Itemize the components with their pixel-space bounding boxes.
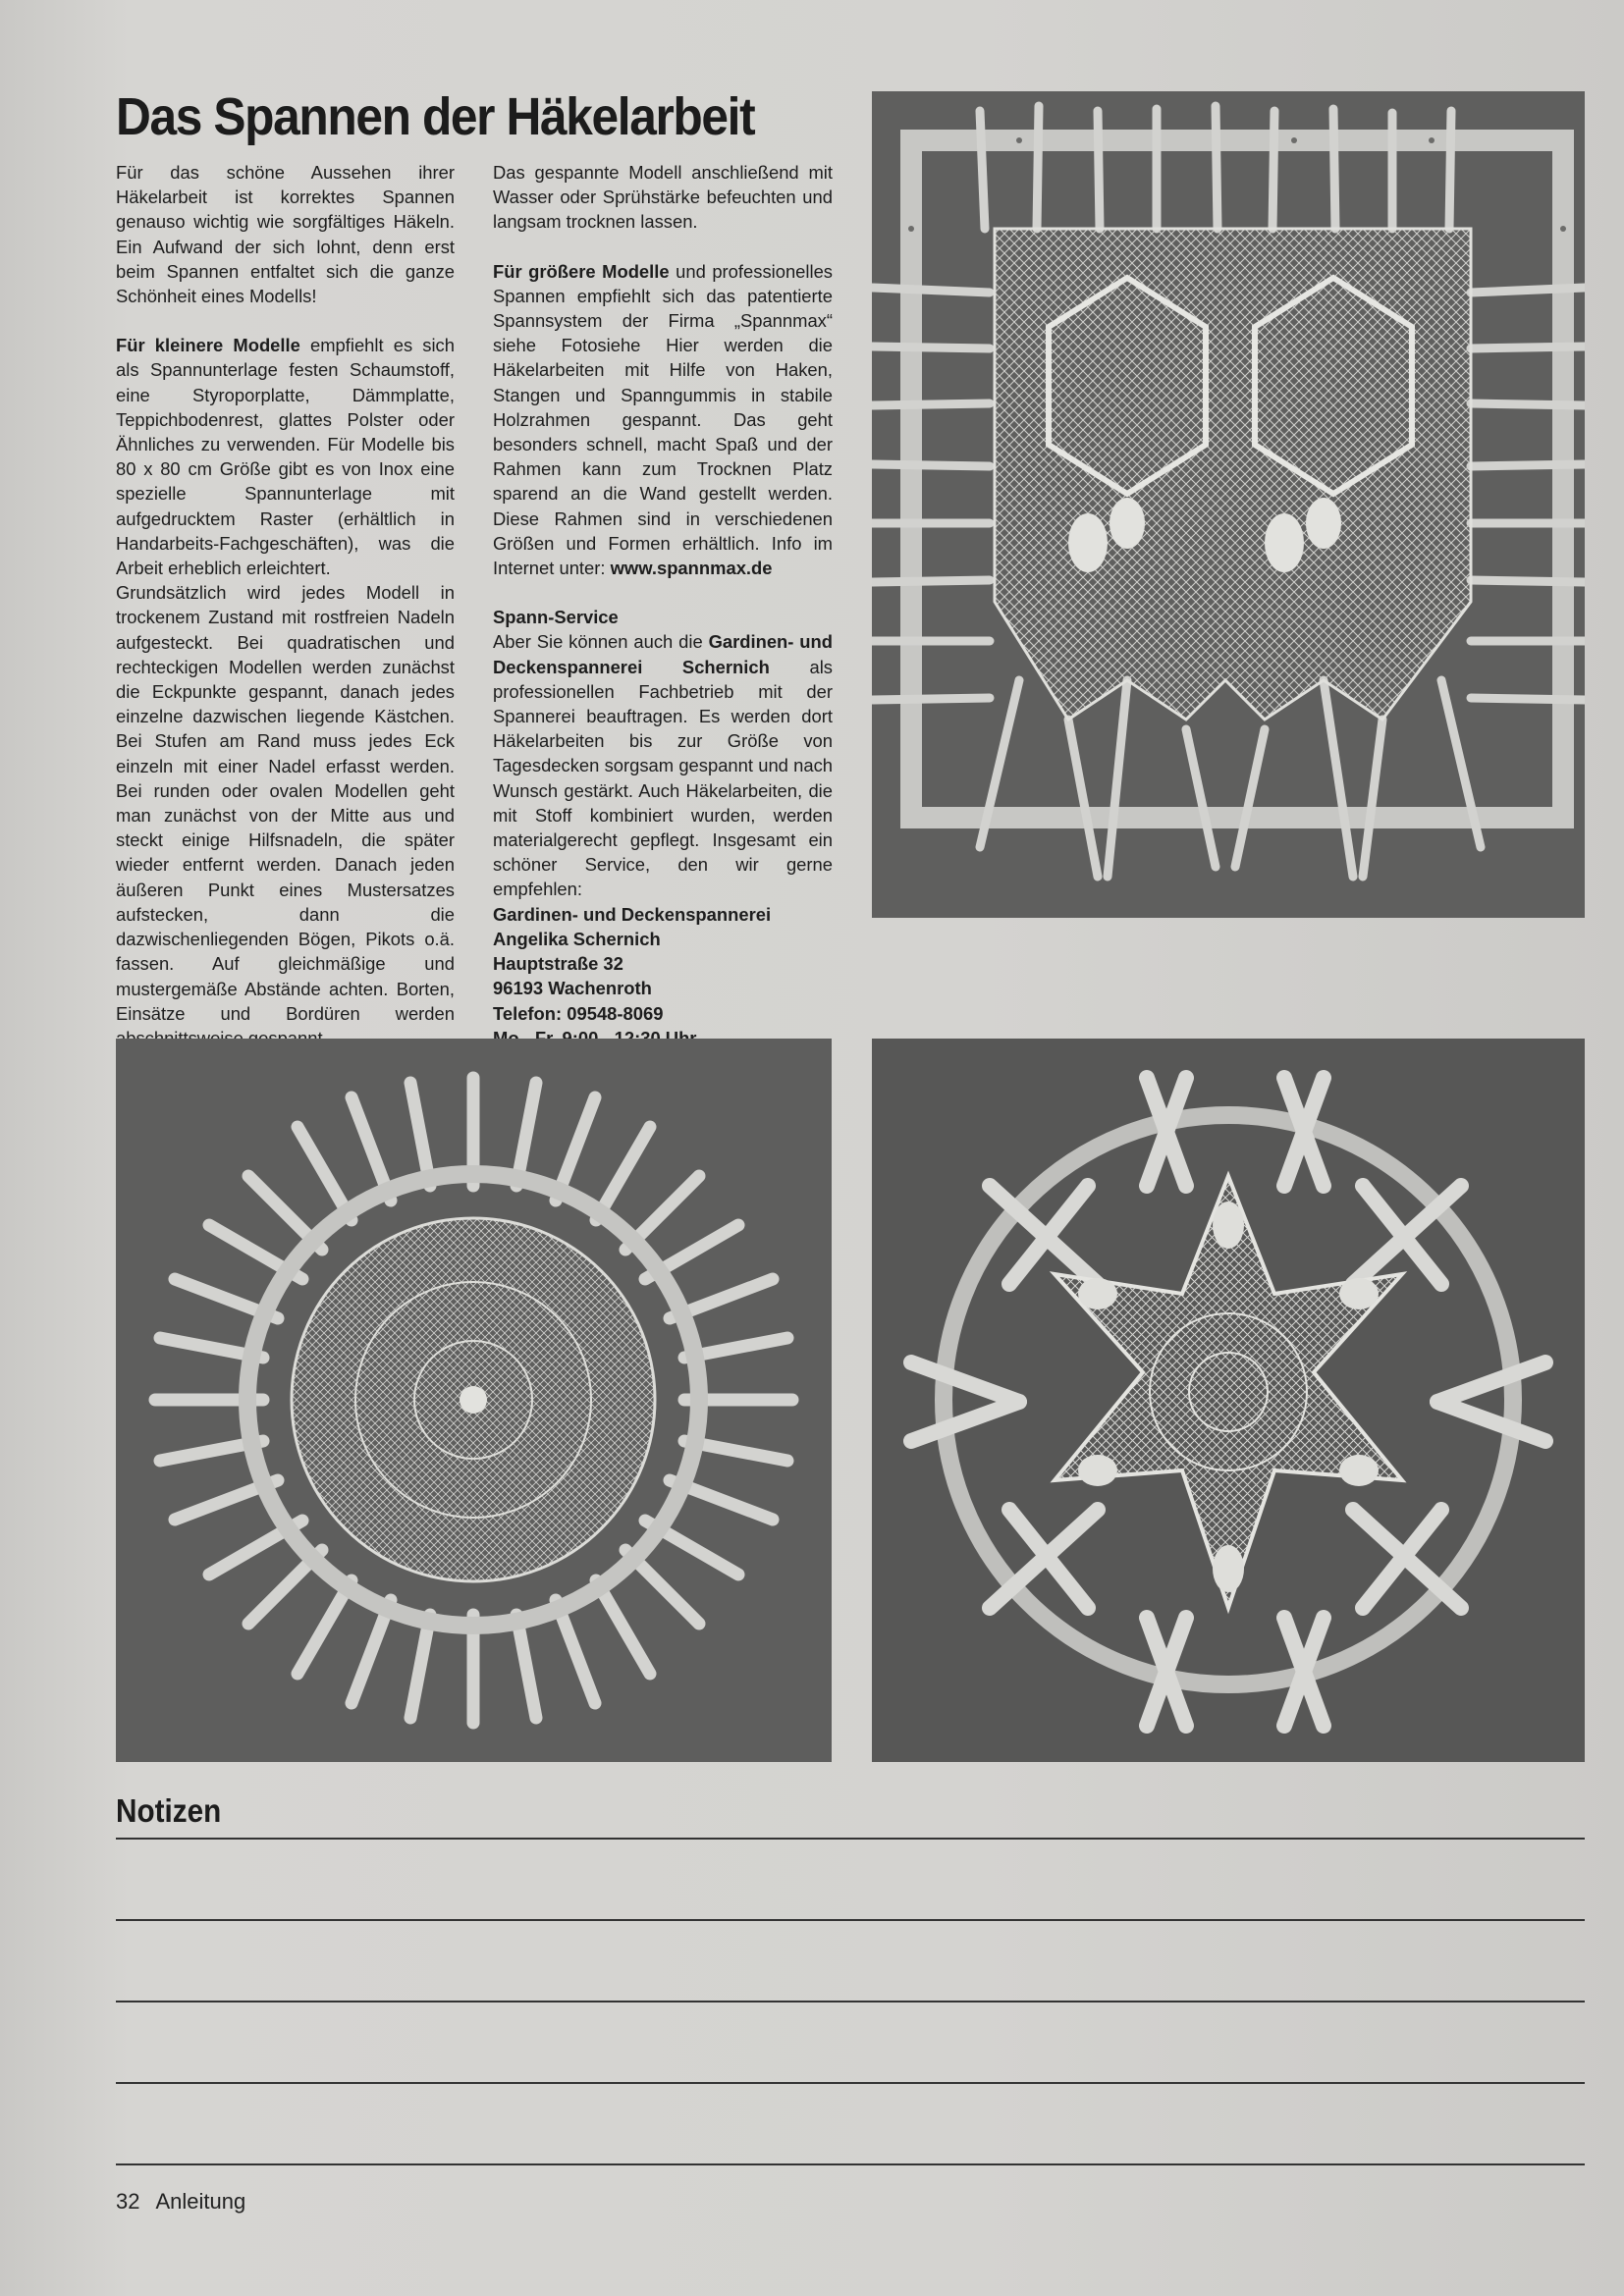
star-doily-illustration — [872, 1039, 1585, 1762]
service-text: als professionellen Fachbetrieb mit der Spannerei beauftragen. Es werden dort Häkelarbeiten bis zur Größe von Tagesdecken sorgsam gespannt und nach Wunsch gestärkt. Auch Häkelarbeiten, die mit Stoff kombiniert wurden, werden materialgerecht gepflegt. Insgesamt ein schöner Service, den wir gerne empfehlen: — [493, 656, 833, 900]
notes-line — [116, 1838, 1585, 1840]
article-title: Das Spannen der Häkelarbeit — [116, 87, 755, 146]
photo-rectangular-frame — [872, 91, 1585, 918]
intro-paragraph: Für das schöne Aussehen ihrer Häkelarbeit ist korrektes Spannen genauso wichtig wie sorgfältiges Häkeln. Ein Aufwand der sich lohnt, denn erst beim Spannen entfaltet sich die ganze Schönheit eines Modells! — [116, 162, 455, 307]
text-column-left — [116, 160, 455, 1075]
large-models-text: und professionelles Spannen empfiehlt sich das patentierte Spannsystem der Firma „Spannmax“ siehe Fotosiehe Hier werden die Häkelarbeiten mit Hilfe von Haken, Stangen und Spanngummis in stabile Holzrahmen gespannt. Das geht besonders schnell, macht Spaß und der Rahmen kann zum Trocknen Platz sparend an die Wand gestellt werden. Diese Rahmen sind in verschiedenen Größen und Formen erhältlich. Info im Internet unter: — [493, 260, 834, 579]
page-footer — [116, 2189, 261, 2215]
general-paragraph: Grundsätzlich wird jedes Modell in trockenem Zustand mit rostfreien Nadeln aufgesteckt. Bei quadratischen und rechteckigen Modellen werden zunächst die Eckpunkte gespannt, danach jedes einzelne dazwischen liegende Kästchen. Bei Stufen am Rand muss jedes Eck einzeln mit einer Nadel erfasst werden. Bei runden oder ovalen Modellen geht man zunächst von der Mitte aus und steckt einige Hilfsnadeln, die später wieder entfernt werden. Danach jeden äußeren Punkt eines Mustersatzes aufstecken, dann die dazwischenliegenden Bögen, Pikots o.ä. fassen. Auf gleichmäßige und mustergemäße Abstände achten. Borten, Einsätze und Bordüren werden — [116, 582, 455, 1024]
photo-round-frame-doily — [116, 1039, 832, 1762]
notes-line — [116, 2082, 1585, 2084]
frame-curtain-illustration — [872, 91, 1585, 918]
notes-line — [116, 1919, 1585, 1921]
address-line: Angelika Schernich — [493, 928, 661, 949]
small-models-lead: Für kleinere Modelle — [116, 335, 300, 356]
spannmax-link: www.spannmax.de — [610, 558, 773, 579]
address-line: Telefon: 09548-8069 — [493, 1002, 664, 1024]
address-line: Gardinen- und Deckenspannerei — [493, 903, 772, 925]
address-line: Hauptstraße 32 — [493, 953, 623, 975]
page-number: 32 — [116, 2189, 140, 2214]
small-models-paragraph — [116, 333, 455, 580]
photo-round-frame-star-doily — [872, 1039, 1585, 1762]
address-line: 96193 Wachenroth — [493, 978, 652, 999]
notes-heading: Notizen — [116, 1792, 222, 1829]
text-column-right — [493, 160, 833, 1050]
service-paragraph — [493, 605, 833, 901]
large-models-lead: Für größere Modelle — [493, 260, 670, 282]
small-models-text: empfiehlt es sich als Spannunterlage festen Schaumstoff, eine Styroporplatte, Dämmplatte, Teppichbodenrest, glattes Polster oder Ähnliches zu verwenden. Für Modelle bis 80 x 80 cm Größe gibt es von Inox eine spezielle Spannunterlage mit aufgedrucktem Raster (erhältlich in Handarbeits-Fachgeschäften), was die Arbeit erheblich erleichtert. — [116, 335, 455, 579]
service-company: Gardinen- und Deckenspannerei Schernich — [493, 631, 833, 677]
notes-line — [116, 2001, 1585, 2002]
service-pre: Aber Sie können auch die — [493, 631, 709, 653]
large-models-paragraph — [493, 259, 833, 581]
moisten-paragraph: Das gespannte Modell anschließend mit Wasser oder Sprühstärke befeuchten und langsam trocknen lassen. — [493, 162, 833, 233]
round-frame-illustration — [116, 1039, 832, 1762]
section-name: Anleitung — [155, 2189, 246, 2214]
notes-line — [116, 2163, 1585, 2165]
service-heading: Spann-Service — [493, 607, 619, 628]
